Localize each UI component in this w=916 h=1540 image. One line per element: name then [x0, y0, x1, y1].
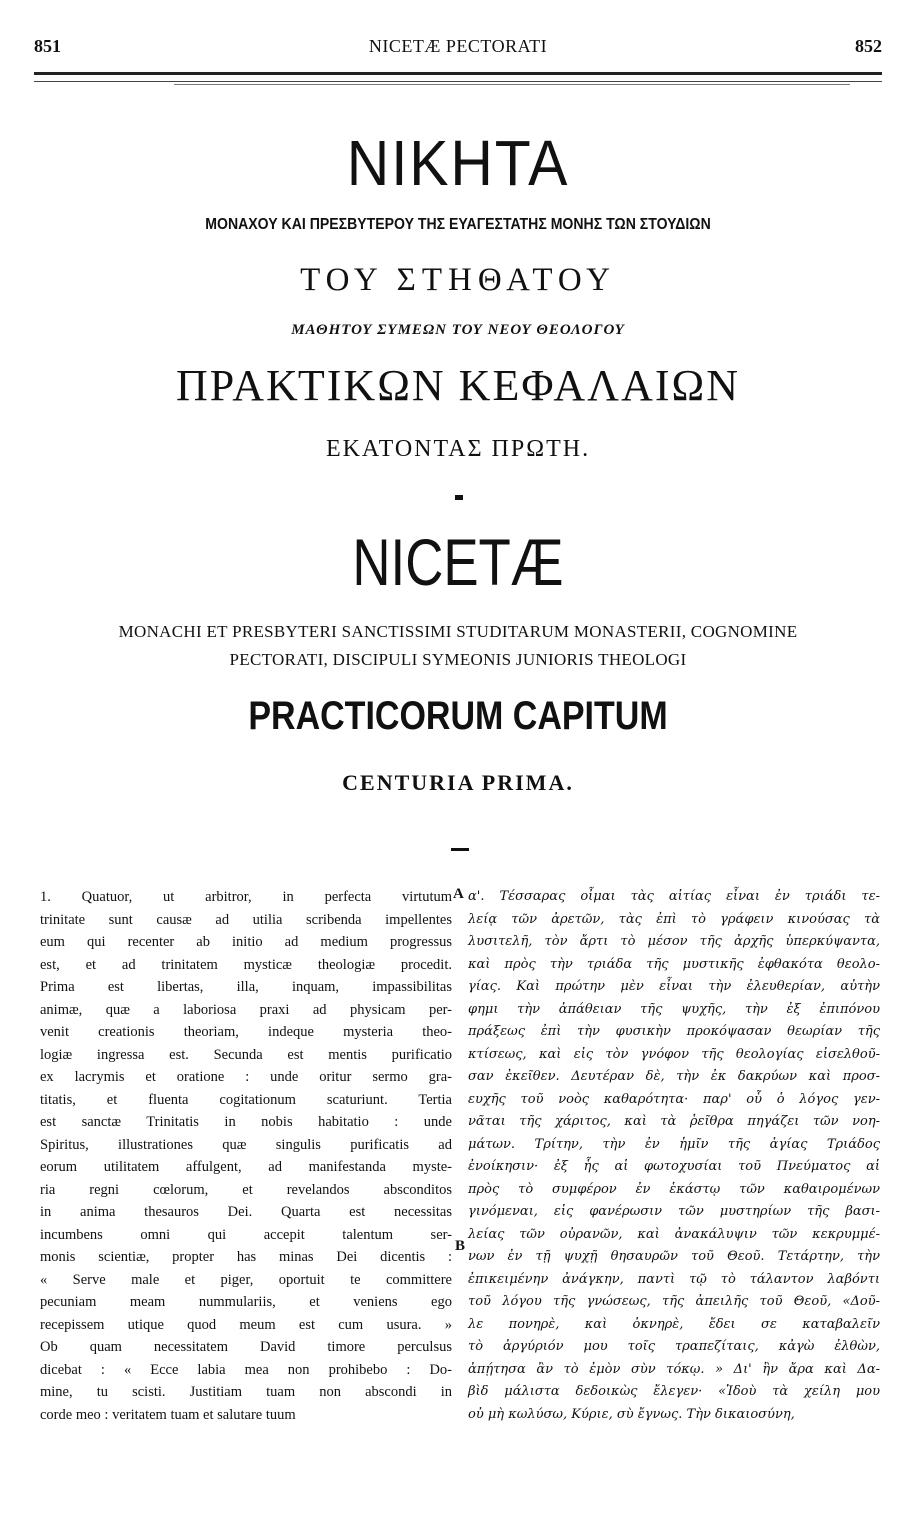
greek-title-century: ΕΚΑΤΟΝΤΑΣ ΠΡΩΤΗ. — [325, 436, 591, 462]
latin-title-subtitle-line2: PECTORATI, DISCIPULI SYMEONIS JUNIORIS THEOLOGI — [229, 650, 687, 669]
greek-title-main: ΝΙΚΗΤΑ — [346, 127, 570, 199]
text-line: animæ, quæ a laboriosa praxi ad physicam per- — [40, 1001, 452, 1018]
text-line: ἀπῄτησα ἂν τὸ ἐμὸν σὺν τόκῳ. » Δι' ἣν ἄρα καὶ Δα- — [468, 1361, 880, 1377]
text-line: ria regni cœlorum, et revelandos absconditos — [40, 1181, 452, 1198]
text-line: φημι τὴν ἀπάθειαν τῆς ψυχῆς, τὴν ἐξ ἐπιπόνου — [468, 1001, 880, 1017]
text-line: λε πονηρὲ, καὶ ὀκνηρὲ, ἔδει σε καταβαλεῖν — [468, 1316, 880, 1332]
text-line: recepissem utique quod meum est cum usura. » — [40, 1316, 452, 1333]
latin-title-subtitle-line1: MONACHI ET PRESBYTERI SANCTISSIMI STUDITARUM MONASTERII, COGNOMINE — [118, 622, 798, 641]
text-line: titatis, et fluenta cogitationum scaturiunt. Tertia — [40, 1091, 452, 1108]
text-line: in anima thesauros Dei. Quarta est necessitas — [40, 1204, 452, 1220]
text-line: 1. Quatuor, ut arbitror, in perfecta virtutum — [40, 889, 452, 905]
greek-text-column — [468, 886, 880, 1426]
header-rule-thin — [174, 84, 850, 85]
text-line: καὶ πρὸς τὴν τριάδα τῆς μυστικῆς ἐφθακότα θεολο- — [468, 956, 880, 972]
text-line: γινόμεναι, εἰς φανέρωσιν τῶν μυστηρίων τῆς βασι- — [468, 1204, 880, 1219]
text-line: « Serve male et piger, oportuit te committere — [40, 1271, 452, 1288]
text-line: γίας. Καὶ πρώτην μὲν εἶναι τὴν ἐλευθερίαν, αὐτὴν — [468, 979, 880, 994]
text-line: est, et ad trinitatem mysticæ theologiæ procedit. — [40, 956, 452, 973]
text-line: Prima est libertas, illa, inquam, impassibilitas — [40, 979, 452, 995]
text-line: βὶδ μάλιστα δεδοικὼς ἔλεγεν· «Ἰδοὺ τὰ χείλη μου — [468, 1384, 880, 1399]
text-line: μάτων. Τρίτην, τὴν ἐν ἡμῖν τῆς ἁγίας Τριάδος — [468, 1136, 880, 1152]
text-line: ἐνοίκησιν· ἐξ ἧς αἱ φωτοχυσίαι τοῦ Πνεύματος αἱ — [468, 1159, 880, 1174]
header-rule — [34, 72, 882, 82]
latin-title-century: CENTURIA PRIMA. — [342, 770, 574, 795]
greek-title-name: ΤΟΥ ΣΤΗΘΑΤΟΥ — [300, 262, 616, 298]
text-line: τοῦ λόγου τῆς γνώσεως, τῆς ἀπειλῆς τοῦ Θεοῦ, «Δοῦ- — [468, 1294, 880, 1309]
text-line: νᾶται τῆς χάριτος, καὶ τὰ ῥεῖθρα πηγάζει τῶν νοη- — [468, 1114, 880, 1129]
separator-dash — [455, 495, 463, 500]
text-line: venit creationis theoriam, indeque mysteria theo- — [40, 1024, 452, 1040]
latin-title-work: PRACTICORUM CAPITUM — [248, 694, 668, 738]
text-line: λείᾳ τῶν ἀρετῶν, τὰς ἐπὶ τὸ γράφειν κινούσας τὰ — [468, 911, 880, 927]
text-line: pecuniam meam nummulariis, et veniens ego — [40, 1294, 452, 1310]
text-line: Ob quam necessitatem David timore perculsus — [40, 1339, 452, 1355]
text-line: λυσιτελῆ, τὸν ἄρτι τὸ μέσον τῆς ἀρχῆς ὑπερκύψαντα, — [468, 934, 880, 949]
text-line: ευχῆς τοῦ νοὸς καθαρότητα· παρ' οὗ ὁ λόγος γεν- — [468, 1091, 880, 1107]
text-line: est sanctæ Trinitatis in nobis habitatio : unde — [40, 1114, 452, 1130]
text-line: logiæ ingressa est. Secunda est mentis purificatio — [40, 1046, 452, 1063]
text-line: νων ἐν τῇ ψυχῇ θησαυρῶν τοῦ Θεοῦ. Τετάρτην, τὴν — [468, 1249, 880, 1264]
text-line: οὐ μὴ κωλύσω, Κύριε, σὺ ἔγνως. Τὴν δικαιοσύνη, — [468, 1406, 795, 1422]
text-line: eum qui recenter ab initio ad medium progressus — [40, 934, 452, 950]
page-number-right: 852 — [855, 36, 882, 56]
text-line: monis scientiæ, propter has minas Dei dicentis : — [40, 1249, 452, 1265]
greek-title-work: ΠΡΑΚΤΙΚΩΝ ΚΕΦΑΛΑΙΩΝ — [176, 361, 740, 410]
greek-title-subtitle: ΜΟΝΑΧΟΥ ΚΑΙ ΠΡΕΣΒΥΤΕΡΟΥ ΤΗΣ ΕΥΑΓΕΣΤΑΤΗΣ ΜΟΝΗΣ ΤΩΝ ΣΤΟΥΔΙΩΝ — [205, 216, 711, 233]
text-line: τὸ ἀργύριόν μου τοῖς τραπεζίταις, κἀγὼ ἐλθὼν, — [468, 1339, 880, 1354]
text-line: πράξεως ἐπὶ τὴν φυσικὴν προκόψασαν θεωρίαν τῆς — [468, 1024, 880, 1039]
text-line: κτίσεως, καὶ εἰς τὸν γνόφον τῆς θεολογίας εἰσελθοῦ- — [468, 1046, 880, 1062]
text-line: πρὸς τὸ συμφέρον ἐν ἑκάστῳ τῶν καθαιρομένων — [468, 1181, 880, 1197]
text-line: incumbens omni qui accepit talentum ser- — [40, 1226, 452, 1243]
text-line: mine, tu scisti. Justitiam tuam non abscondi in — [40, 1384, 452, 1400]
page-number-left: 851 — [34, 36, 61, 56]
running-title: NICETÆ PECTORATI — [368, 36, 548, 56]
text-line: λείας τῶν οὐρανῶν, καὶ ἀνακάλυψιν τῶν κεκρυμμέ- — [468, 1226, 880, 1242]
column-marker-b: B — [455, 1238, 466, 1254]
greek-title-disciple: ΜΑΘΗΤΟΥ ΣΥΜΕΩΝ ΤΟΥ ΝΕΟΥ ΘΕΟΛΟΓΟΥ — [291, 322, 625, 338]
text-line: α'. Τέσσαρας οἶμαι τὰς αἰτίας εἶναι ἐν τριάδι τε- — [468, 889, 880, 904]
text-line: corde meo : veritatem tuam et salutare tuum — [40, 1406, 296, 1423]
text-line: Spiritus, illustrationes quæ singulis purificatis ad — [40, 1136, 452, 1153]
text-line: σαν ἐκεῖθεν. Δευτέραν δὲ, τὴν ἐκ δακρύων καὶ προσ- — [468, 1069, 880, 1084]
separator-dash — [451, 848, 469, 851]
text-line: ex lacrymis et oratione : unde oritur sermo gra- — [40, 1069, 452, 1085]
text-line: dicebat : « Ecce labia mea non prohibebo : Do- — [40, 1361, 452, 1378]
text-line: trinitate sunt causæ ad utilia scribenda impellentes — [40, 911, 452, 928]
running-header — [34, 36, 882, 62]
latin-text-column — [40, 886, 452, 1426]
text-line: eorum utilitatem affulgent, ad manifestanda myste- — [40, 1159, 452, 1175]
latin-title-main: NICETÆ — [352, 525, 564, 599]
column-marker-a: A — [453, 886, 464, 902]
text-line: ἐπικειμένην ἀνάγκην, παντὶ τῷ τὸ τάλαντον λαβόντι — [468, 1271, 880, 1287]
